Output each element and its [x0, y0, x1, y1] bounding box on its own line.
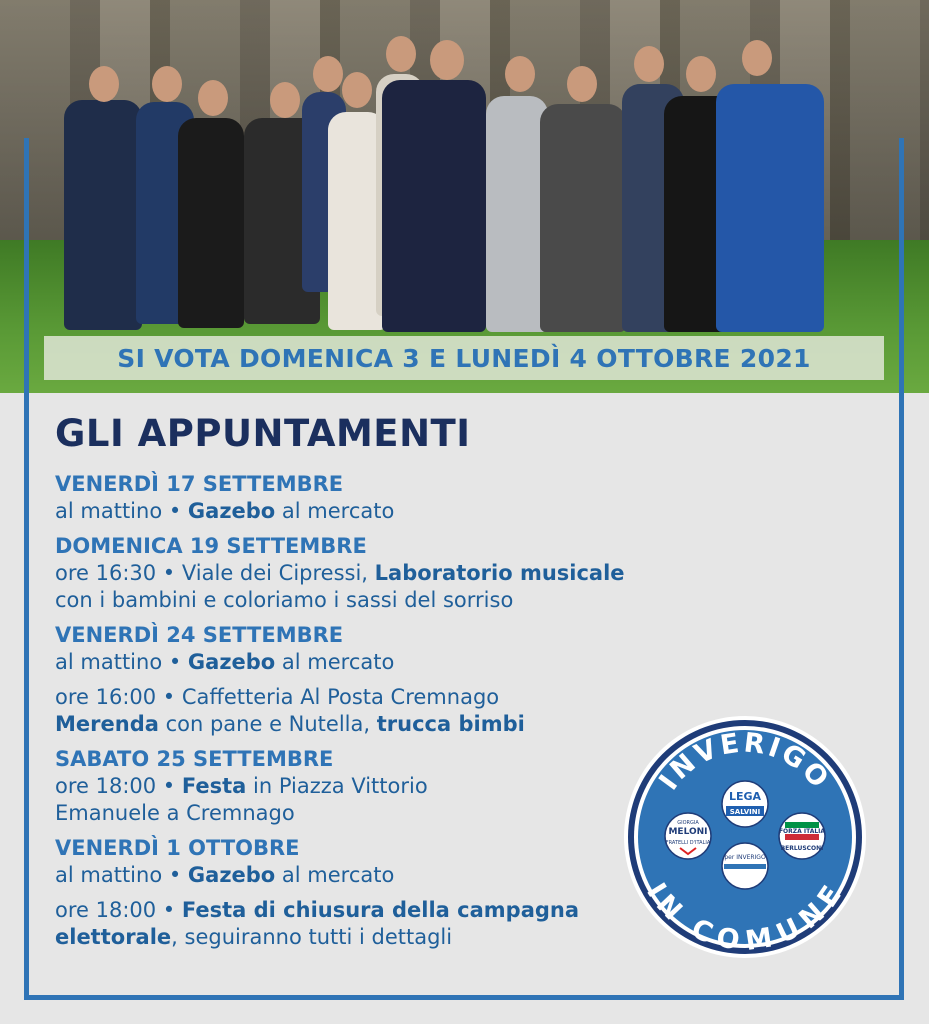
person-figure	[178, 118, 244, 328]
event-item	[55, 532, 695, 614]
event-detail: ore 16:30 • Viale dei Cipressi, Laboratorio musicale	[55, 561, 625, 585]
event-detail: al mattino • Gazebo al mercato	[55, 499, 395, 523]
event-date: VENERDÌ 17 SETTEMBRE	[55, 472, 344, 496]
svg-text:FRATELLI D'ITALIA: FRATELLI D'ITALIA	[665, 840, 711, 846]
event-detail: ore 18:00 • Festa in Piazza Vittorio	[55, 774, 428, 798]
fratelli-ditalia-icon	[665, 813, 711, 859]
event-detail: al mattino • Gazebo al mercato	[55, 863, 395, 887]
event-detail: ore 16:00 • Caffetteria Al Posta Cremnago	[55, 685, 500, 709]
page-title: GLI APPUNTAMENTI	[55, 412, 471, 455]
group-photo	[0, 0, 929, 393]
person-figure	[716, 84, 824, 332]
vote-date-text: SI VOTA DOMENICA 3 E LUNEDÌ 4 OTTOBRE 2021	[117, 343, 811, 373]
event-item	[55, 834, 695, 951]
svg-text:SALVINI: SALVINI	[729, 808, 761, 816]
svg-text:GIORGIA: GIORGIA	[677, 820, 699, 826]
event-detail: con i bambini e coloriamo i sassi del sorriso	[55, 588, 514, 612]
forza-italia-icon	[779, 813, 825, 859]
event-date: VENERDÌ 24 SETTEMBRE	[55, 623, 344, 647]
event-detail: elettorale, seguiranno tutti i dettagli	[55, 925, 453, 949]
events-list	[55, 470, 695, 958]
person-figure	[64, 100, 142, 330]
vote-date-banner	[44, 336, 884, 380]
event-detail: ore 18:00 • Festa di chiusura della campagna	[55, 898, 580, 922]
logo-top-text: INVERIGO	[653, 727, 837, 797]
frame-line-left	[24, 138, 29, 1000]
frame-line-right	[899, 138, 904, 1000]
event-date: SABATO 25 SETTEMBRE	[55, 747, 334, 771]
event-date: VENERDÌ 1 OTTOBRE	[55, 836, 300, 860]
event-detail: Merenda con pane e Nutella, trucca bimbi	[55, 712, 525, 736]
person-figure	[486, 96, 548, 332]
event-item	[55, 745, 695, 827]
person-figure	[540, 104, 626, 332]
event-item	[55, 621, 695, 738]
svg-text:LEGA: LEGA	[728, 790, 762, 803]
person-figure	[382, 80, 486, 332]
inverigo-in-comune-logo	[622, 714, 868, 960]
svg-text:MELONI: MELONI	[668, 827, 708, 837]
frame-line-bottom	[24, 995, 904, 1000]
per-inverigo-icon	[722, 843, 768, 889]
logo-bottom-text: IN COMUNE	[640, 877, 850, 958]
lega-salvini-icon	[722, 781, 768, 827]
event-detail: al mattino • Gazebo al mercato	[55, 650, 395, 674]
event-item	[55, 470, 695, 525]
svg-text:FORZA ITALIA: FORZA ITALIA	[778, 828, 826, 835]
svg-text:BERLUSCONI: BERLUSCONI	[780, 845, 824, 852]
event-date: DOMENICA 19 SETTEMBRE	[55, 534, 367, 558]
svg-text:per INVERIGO: per INVERIGO	[724, 854, 766, 861]
event-detail: Emanuele a Cremnago	[55, 801, 295, 825]
